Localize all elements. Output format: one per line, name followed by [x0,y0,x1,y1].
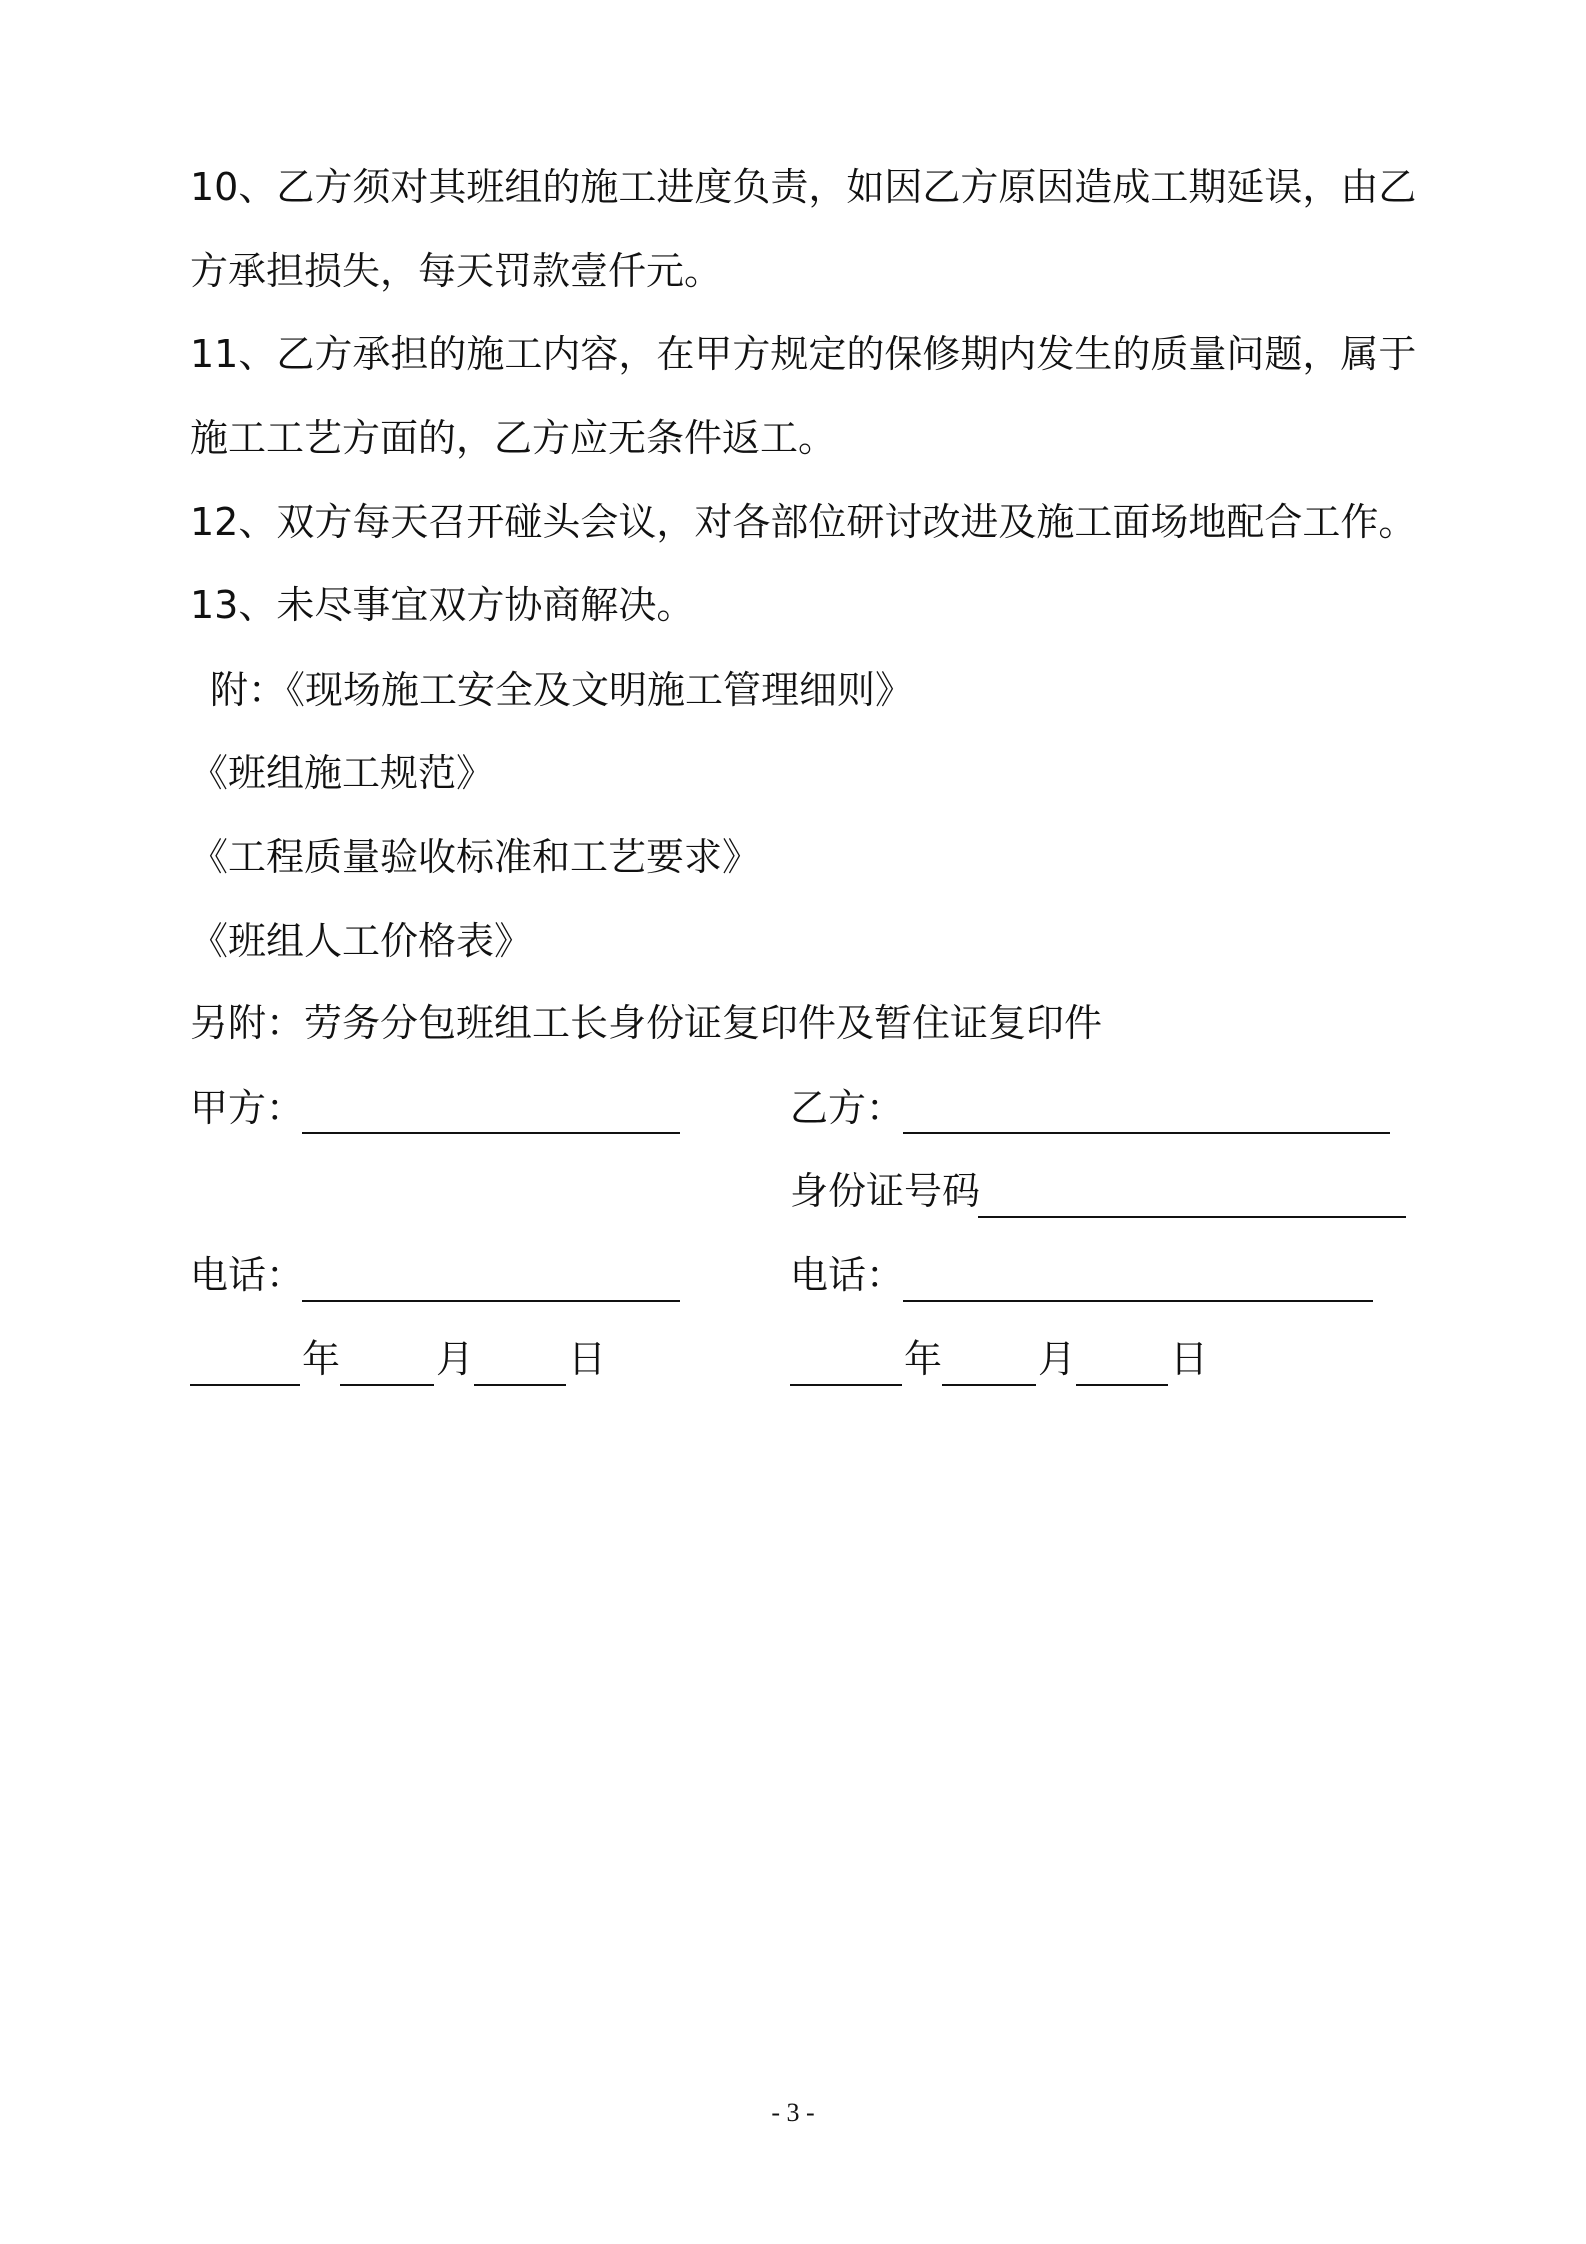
party-a-blank[interactable] [302,1132,680,1134]
attachment-item: 《班组施工规范》 [190,751,495,795]
id-number-label: 身份证号码 [790,1169,981,1213]
clause-10-line-1: 10、乙方须对其班组的施工进度负责，如因乙方原因造成工期延误，由乙 [190,165,1417,209]
party-a-label: 甲方： [190,1086,305,1130]
clause-11-line-2: 施工工艺方面的，乙方应无条件返工。 [190,416,837,460]
party-b-phone-label: 电话： [790,1253,905,1297]
clause-11-line-1: 11、乙方承担的施工内容，在甲方规定的保修期内发生的质量问题，属于 [190,332,1417,376]
party-b-day-label: 日 [1170,1337,1209,1381]
party-a-year-label: 年 [302,1337,341,1381]
party-b-month-blank[interactable] [942,1384,1036,1386]
clause-10-line-2: 方承担损失，每天罚款壹仟元。 [190,249,723,293]
party-b-blank[interactable] [903,1132,1390,1134]
party-a-day-label: 日 [568,1337,607,1381]
party-b-label: 乙方： [790,1086,905,1130]
party-b-phone-blank[interactable] [903,1300,1373,1302]
party-b-year-blank[interactable] [790,1384,902,1386]
attachment-intro: 附：《现场施工安全及文明施工管理细则》 [210,668,914,712]
attachment-item: 《班组人工价格表》 [190,919,533,963]
page-number: - 3 - [771,2098,815,2127]
party-b-month-label: 月 [1038,1337,1077,1381]
attachment-extra: 另附：劳务分包班组工长身份证复印件及暂住证复印件 [190,1001,1103,1045]
clause-12: 12、双方每天召开碰头会议，对各部位研讨改进及施工面场地配合工作。 [190,500,1417,544]
party-a-month-blank[interactable] [340,1384,434,1386]
party-a-phone-label: 电话： [190,1253,305,1297]
party-a-phone-blank[interactable] [302,1300,680,1302]
party-b-day-blank[interactable] [1076,1384,1168,1386]
clause-13: 13、未尽事宜双方协商解决。 [190,583,695,627]
attachment-item: 《工程质量验收标准和工艺要求》 [190,835,761,879]
party-b-year-label: 年 [904,1337,943,1381]
party-a-day-blank[interactable] [474,1384,566,1386]
party-a-month-label: 月 [436,1337,475,1381]
id-number-blank[interactable] [978,1216,1406,1218]
party-a-year-blank[interactable] [190,1384,300,1386]
